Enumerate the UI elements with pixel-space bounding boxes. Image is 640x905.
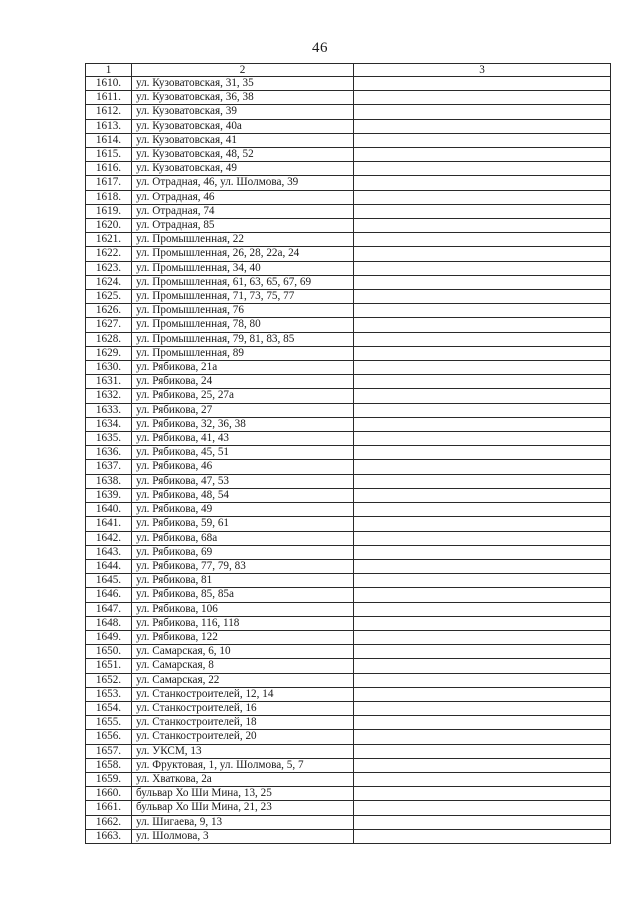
row-address: ул. Станкостроителей, 20 (132, 730, 354, 744)
row-column-3 (354, 574, 611, 588)
row-address: ул. Рябикова, 41, 43 (132, 432, 354, 446)
table-row (86, 716, 611, 730)
table-row (86, 701, 611, 715)
row-column-3 (354, 645, 611, 659)
row-address: ул. Промышленная, 79, 81, 83, 85 (132, 332, 354, 346)
table-row (86, 133, 611, 147)
row-column-3 (354, 503, 611, 517)
row-column-3 (354, 744, 611, 758)
row-address: ул. Шигаева, 9, 13 (132, 815, 354, 829)
table-row (86, 417, 611, 431)
row-column-3 (354, 716, 611, 730)
row-number: 1652. (86, 673, 132, 687)
table-row (86, 247, 611, 261)
row-number: 1632. (86, 389, 132, 403)
row-number: 1641. (86, 517, 132, 531)
row-address: ул. Рябикова, 77, 79, 83 (132, 559, 354, 573)
row-column-3 (354, 559, 611, 573)
row-address: ул. Промышленная, 26, 28, 22а, 24 (132, 247, 354, 261)
row-column-3 (354, 361, 611, 375)
row-number: 1621. (86, 233, 132, 247)
row-address: ул. Станкостроителей, 18 (132, 716, 354, 730)
row-address: ул. Рябикова, 47, 53 (132, 474, 354, 488)
row-number: 1618. (86, 190, 132, 204)
table-row (86, 460, 611, 474)
row-column-3 (354, 304, 611, 318)
row-address: ул. Рябикова, 81 (132, 574, 354, 588)
row-address: ул. Промышленная, 76 (132, 304, 354, 318)
row-number: 1651. (86, 659, 132, 673)
row-column-3 (354, 687, 611, 701)
table-row (86, 77, 611, 91)
column-header-2: 2 (132, 64, 354, 77)
row-column-3 (354, 673, 611, 687)
row-column-3 (354, 772, 611, 786)
table-row (86, 389, 611, 403)
table-row (86, 517, 611, 531)
table-row (86, 346, 611, 360)
row-number: 1628. (86, 332, 132, 346)
row-number: 1645. (86, 574, 132, 588)
row-column-3 (354, 417, 611, 431)
row-number: 1660. (86, 787, 132, 801)
table-row (86, 545, 611, 559)
row-address: ул. Рябикова, 48, 54 (132, 488, 354, 502)
row-column-3 (354, 460, 611, 474)
table-row (86, 574, 611, 588)
table-row (86, 162, 611, 176)
row-number: 1631. (86, 375, 132, 389)
row-address: ул. Станкостроителей, 12, 14 (132, 687, 354, 701)
row-address: ул. Отрадная, 46 (132, 190, 354, 204)
table-row (86, 318, 611, 332)
row-address: ул. Рябикова, 46 (132, 460, 354, 474)
row-column-3 (354, 162, 611, 176)
row-number: 1612. (86, 105, 132, 119)
row-column-3 (354, 815, 611, 829)
row-column-3 (354, 233, 611, 247)
table-row (86, 744, 611, 758)
row-column-3 (354, 219, 611, 233)
table-row (86, 176, 611, 190)
row-address: ул. Самарская, 8 (132, 659, 354, 673)
row-address: ул. Кузоватовская, 48, 52 (132, 148, 354, 162)
row-column-3 (354, 801, 611, 815)
row-number: 1622. (86, 247, 132, 261)
row-column-3 (354, 659, 611, 673)
row-number: 1627. (86, 318, 132, 332)
table-row (86, 673, 611, 687)
table-row (86, 219, 611, 233)
row-column-3 (354, 602, 611, 616)
row-address: ул. Хваткова, 2а (132, 772, 354, 786)
row-number: 1653. (86, 687, 132, 701)
column-header-1: 1 (86, 64, 132, 77)
row-column-3 (354, 204, 611, 218)
table-body (86, 77, 611, 844)
row-number: 1614. (86, 133, 132, 147)
table-row (86, 304, 611, 318)
header-row (86, 64, 611, 77)
row-column-3 (354, 318, 611, 332)
address-table (85, 63, 611, 844)
row-column-3 (354, 517, 611, 531)
row-number: 1638. (86, 474, 132, 488)
row-number: 1640. (86, 503, 132, 517)
row-column-3 (354, 403, 611, 417)
row-column-3 (354, 616, 611, 630)
table-row (86, 602, 611, 616)
row-number: 1649. (86, 630, 132, 644)
row-address: ул. Рябикова, 85, 85а (132, 588, 354, 602)
row-address: ул. Рябикова, 24 (132, 375, 354, 389)
row-address: ул. Промышленная, 22 (132, 233, 354, 247)
row-number: 1663. (86, 829, 132, 843)
table-row (86, 772, 611, 786)
row-address: ул. Отрадная, 85 (132, 219, 354, 233)
row-column-3 (354, 190, 611, 204)
row-number: 1656. (86, 730, 132, 744)
table-header (86, 64, 611, 77)
table-row (86, 630, 611, 644)
row-number: 1624. (86, 275, 132, 289)
table-row (86, 559, 611, 573)
row-number: 1662. (86, 815, 132, 829)
row-column-3 (354, 432, 611, 446)
row-number: 1650. (86, 645, 132, 659)
row-address: ул. Самарская, 22 (132, 673, 354, 687)
row-column-3 (354, 730, 611, 744)
row-address: ул. Промышленная, 34, 40 (132, 261, 354, 275)
column-header-3: 3 (354, 64, 611, 77)
table-row (86, 503, 611, 517)
table-row (86, 659, 611, 673)
table-row (86, 815, 611, 829)
row-address: ул. Отрадная, 46, ул. Шолмова, 39 (132, 176, 354, 190)
table-row (86, 730, 611, 744)
row-address: ул. Рябикова, 59, 61 (132, 517, 354, 531)
row-address: ул. Рябикова, 45, 51 (132, 446, 354, 460)
row-address: ул. Станкостроителей, 16 (132, 701, 354, 715)
row-address: ул. Промышленная, 89 (132, 346, 354, 360)
row-number: 1625. (86, 290, 132, 304)
row-column-3 (354, 91, 611, 105)
row-number: 1648. (86, 616, 132, 630)
row-address: ул. Рябикова, 69 (132, 545, 354, 559)
row-number: 1647. (86, 602, 132, 616)
row-number: 1635. (86, 432, 132, 446)
row-column-3 (354, 247, 611, 261)
row-address: ул. Промышленная, 71, 73, 75, 77 (132, 290, 354, 304)
table-row (86, 687, 611, 701)
row-address: ул. Фруктовая, 1, ул. Шолмова, 5, 7 (132, 758, 354, 772)
row-column-3 (354, 133, 611, 147)
row-number: 1617. (86, 176, 132, 190)
row-address: ул. Рябикова, 25, 27а (132, 389, 354, 403)
row-address: бульвар Хо Ши Мина, 21, 23 (132, 801, 354, 815)
table-row (86, 801, 611, 815)
row-column-3 (354, 77, 611, 91)
row-address: ул. Рябикова, 32, 36, 38 (132, 417, 354, 431)
table-row (86, 446, 611, 460)
row-number: 1616. (86, 162, 132, 176)
row-number: 1611. (86, 91, 132, 105)
row-column-3 (354, 588, 611, 602)
row-number: 1646. (86, 588, 132, 602)
table-row (86, 190, 611, 204)
table-row (86, 488, 611, 502)
row-address: ул. Шолмова, 3 (132, 829, 354, 843)
row-number: 1623. (86, 261, 132, 275)
row-address: ул. Рябикова, 49 (132, 503, 354, 517)
table-row (86, 403, 611, 417)
row-address: ул. Кузоватовская, 40а (132, 119, 354, 133)
row-address: ул. Отрадная, 74 (132, 204, 354, 218)
row-number: 1620. (86, 219, 132, 233)
table-row (86, 787, 611, 801)
row-column-3 (354, 275, 611, 289)
row-address: ул. Промышленная, 61, 63, 65, 67, 69 (132, 275, 354, 289)
row-address: бульвар Хо Ши Мина, 13, 25 (132, 787, 354, 801)
row-number: 1630. (86, 361, 132, 375)
table-row (86, 233, 611, 247)
row-column-3 (354, 375, 611, 389)
row-column-3 (354, 346, 611, 360)
row-address: ул. Промышленная, 78, 80 (132, 318, 354, 332)
row-address: ул. УКСМ, 13 (132, 744, 354, 758)
row-address: ул. Рябикова, 116, 118 (132, 616, 354, 630)
table-row (86, 105, 611, 119)
row-column-3 (354, 446, 611, 460)
row-address: ул. Рябикова, 68а (132, 531, 354, 545)
row-column-3 (354, 176, 611, 190)
row-number: 1659. (86, 772, 132, 786)
table-row (86, 275, 611, 289)
row-number: 1655. (86, 716, 132, 730)
row-number: 1636. (86, 446, 132, 460)
row-column-3 (354, 545, 611, 559)
row-column-3 (354, 290, 611, 304)
table-row (86, 432, 611, 446)
row-column-3 (354, 787, 611, 801)
page-number: 46 (312, 40, 328, 56)
row-column-3 (354, 829, 611, 843)
table-row (86, 375, 611, 389)
table-row (86, 474, 611, 488)
row-number: 1644. (86, 559, 132, 573)
row-number: 1633. (86, 403, 132, 417)
row-address: ул. Рябикова, 122 (132, 630, 354, 644)
row-address: ул. Рябикова, 106 (132, 602, 354, 616)
row-column-3 (354, 261, 611, 275)
row-number: 1634. (86, 417, 132, 431)
table-row (86, 361, 611, 375)
row-column-3 (354, 105, 611, 119)
row-address: ул. Кузоватовская, 41 (132, 133, 354, 147)
table-row (86, 829, 611, 843)
table-row (86, 588, 611, 602)
row-number: 1654. (86, 701, 132, 715)
row-column-3 (354, 332, 611, 346)
row-address: ул. Кузоватовская, 31, 35 (132, 77, 354, 91)
row-number: 1629. (86, 346, 132, 360)
table-row (86, 290, 611, 304)
table-row (86, 119, 611, 133)
row-number: 1615. (86, 148, 132, 162)
row-address: ул. Кузоватовская, 36, 38 (132, 91, 354, 105)
row-column-3 (354, 389, 611, 403)
row-number: 1643. (86, 545, 132, 559)
table-row (86, 148, 611, 162)
row-column-3 (354, 701, 611, 715)
row-number: 1619. (86, 204, 132, 218)
row-column-3 (354, 630, 611, 644)
row-number: 1661. (86, 801, 132, 815)
row-number: 1658. (86, 758, 132, 772)
row-column-3 (354, 474, 611, 488)
table-row (86, 261, 611, 275)
row-column-3 (354, 148, 611, 162)
table-row (86, 332, 611, 346)
table-row (86, 204, 611, 218)
row-address: ул. Самарская, 6, 10 (132, 645, 354, 659)
row-address: ул. Рябикова, 27 (132, 403, 354, 417)
table-row (86, 645, 611, 659)
row-number: 1637. (86, 460, 132, 474)
row-column-3 (354, 488, 611, 502)
table-row (86, 91, 611, 105)
table-row (86, 531, 611, 545)
row-address: ул. Кузоватовская, 39 (132, 105, 354, 119)
row-address: ул. Рябикова, 21а (132, 361, 354, 375)
row-column-3 (354, 531, 611, 545)
row-number: 1639. (86, 488, 132, 502)
row-address: ул. Кузоватовская, 49 (132, 162, 354, 176)
row-number: 1626. (86, 304, 132, 318)
row-number: 1613. (86, 119, 132, 133)
table-row (86, 616, 611, 630)
row-number: 1642. (86, 531, 132, 545)
row-column-3 (354, 758, 611, 772)
row-number: 1610. (86, 77, 132, 91)
row-column-3 (354, 119, 611, 133)
table-row (86, 758, 611, 772)
row-number: 1657. (86, 744, 132, 758)
